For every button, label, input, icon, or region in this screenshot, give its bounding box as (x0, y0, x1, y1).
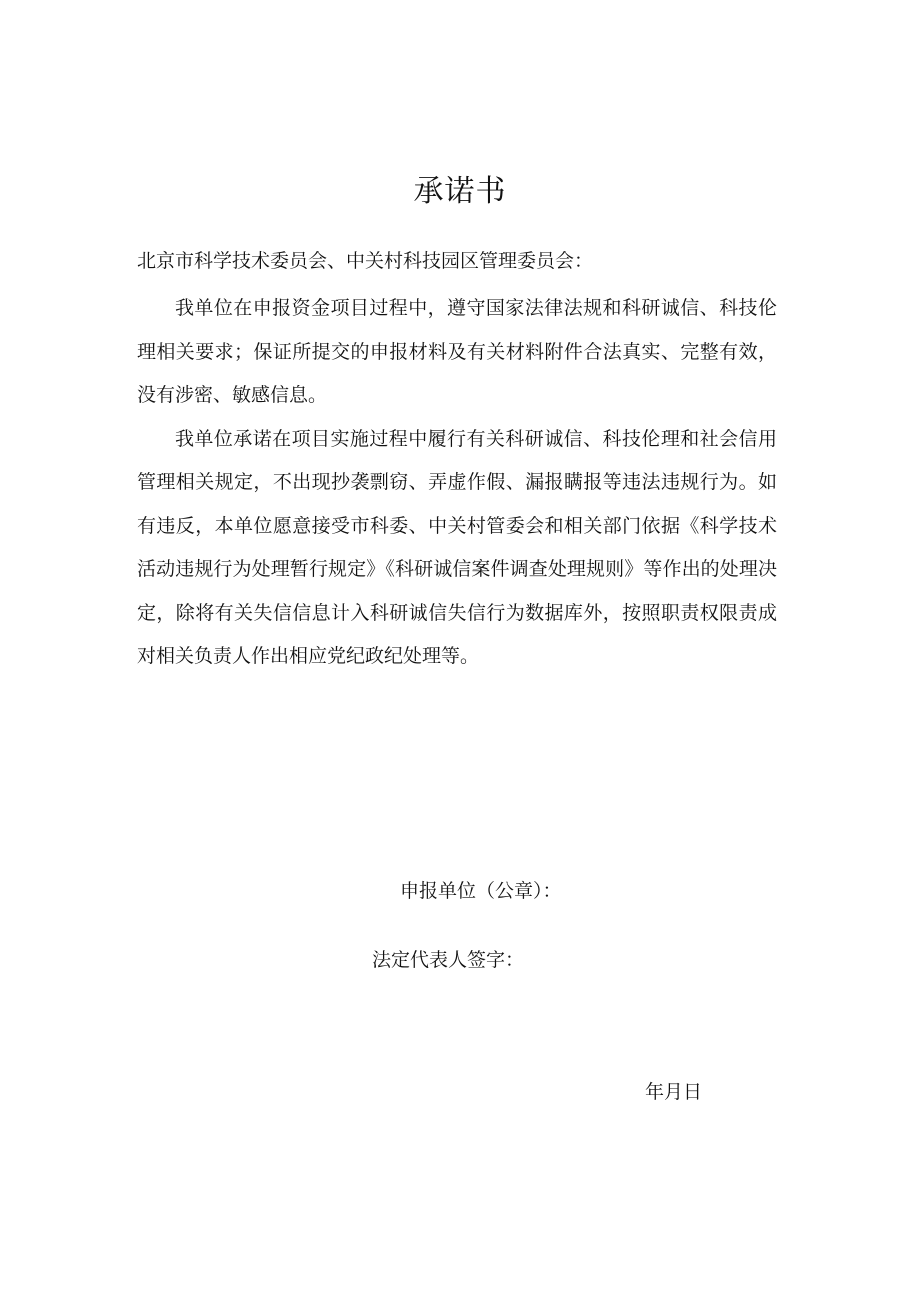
signature-unit-label: 申报单位（公章）： (400, 880, 562, 902)
date-label: 年月日 (645, 1081, 703, 1103)
salutation: 北京市科学技术委员会、中关村科技园区管理委员会： (137, 250, 594, 272)
document-title: 承诺书 (413, 174, 507, 209)
document-body (137, 287, 777, 679)
paragraph-1: 我单位在申报资金项目过程中，遵守国家法律法规和科研诚信、科技伦理相关要求；保证所提交的申报材料及有关材料附件合法真实、完整有效，没有涉密、敏感信息。 (137, 297, 777, 406)
legal-representative-label: 法定代表人签字： (372, 949, 525, 971)
paragraph-2: 我单位承诺在项目实施过程中履行有关科研诚信、科技伦理和社会信用管理相关规定，不出现抄袭剽窃、弄虚作假、漏报瞒报等违法违规行为。如有违反，本单位愿意接受市科委、中关村管委会和相关部门依据《科学技术活动违规行为处理暂行规定》《科研诚信案件调查处理规则》等作出的处理决定，除将有关失信信息计入科研诚信失信行为数据库外，按照职责权限责成对相关负责人作出相应党纪政纪处理等。 (137, 427, 777, 667)
